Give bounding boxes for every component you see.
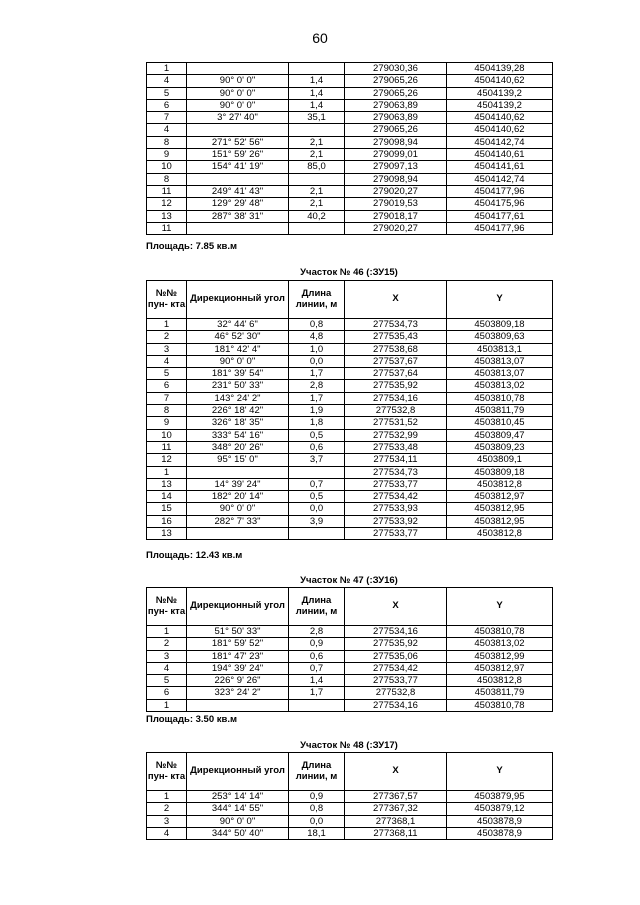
cell-direction-angle: 3° 27' 40" (187, 112, 289, 124)
cell-x: 277537,64 (345, 368, 447, 380)
cell-line-length: 0,9 (289, 638, 345, 650)
cell-direction-angle: 151° 59' 26" (187, 149, 289, 161)
cell-y: 4503879,12 (447, 803, 553, 815)
header-point-number: №№ пун- кта (147, 753, 187, 791)
table-row (147, 503, 553, 515)
table-row (147, 803, 553, 815)
cell-point-number: 1 (147, 319, 187, 331)
table-row (147, 75, 553, 87)
page-number: 60 (312, 30, 328, 46)
cell-line-length (289, 124, 345, 136)
table-row (147, 63, 553, 75)
cell-direction-angle: 95° 15' 0" (187, 454, 289, 466)
table-row (147, 380, 553, 392)
cell-point-number: 7 (147, 392, 187, 404)
cell-y: 4503812,95 (447, 503, 553, 515)
cell-x: 277367,32 (345, 803, 447, 815)
cell-y: 4504141,61 (447, 161, 553, 173)
cell-line-length: 18,1 (289, 827, 345, 839)
header-y: Y (447, 588, 553, 626)
cell-point-number: 8 (147, 136, 187, 148)
cell-x: 277534,11 (345, 454, 447, 466)
table-row (147, 331, 553, 343)
cell-point-number: 4 (147, 827, 187, 839)
table-row (147, 650, 553, 662)
cell-x: 277368,11 (345, 827, 447, 839)
cell-point-number: 2 (147, 331, 187, 343)
cell-x: 279020,27 (345, 185, 447, 197)
cell-direction-angle (187, 124, 289, 136)
cell-direction-angle: 344° 50' 40" (187, 827, 289, 839)
table-row (147, 675, 553, 687)
cell-point-number: 5 (147, 87, 187, 99)
table-row (147, 87, 553, 99)
cell-y: 4504177,96 (447, 185, 553, 197)
cell-point-number: 13 (147, 210, 187, 222)
cell-direction-angle: 90° 0' 0" (187, 355, 289, 367)
cell-point-number: 11 (147, 185, 187, 197)
cell-y: 4503879,95 (447, 791, 553, 803)
table-row (147, 699, 553, 711)
cell-line-length: 2,1 (289, 198, 345, 210)
cell-direction-angle (187, 63, 289, 75)
table-row (147, 161, 553, 173)
cell-line-length (289, 222, 345, 234)
cell-x: 279019,53 (345, 198, 447, 210)
header-x: X (345, 281, 447, 319)
cell-direction-angle: 181° 39' 54" (187, 368, 289, 380)
cell-line-length: 2,1 (289, 185, 345, 197)
cell-x: 277535,43 (345, 331, 447, 343)
cell-y: 4503813,02 (447, 380, 553, 392)
cell-direction-angle (187, 173, 289, 185)
cell-line-length: 0,9 (289, 791, 345, 803)
cell-x: 277534,16 (345, 392, 447, 404)
cell-point-number: 1 (147, 63, 187, 75)
cell-direction-angle: 143° 24' 2" (187, 392, 289, 404)
cell-line-length: 1,4 (289, 675, 345, 687)
cell-point-number: 6 (147, 99, 187, 111)
cell-direction-angle: 32° 44' 6" (187, 319, 289, 331)
table-row (147, 528, 553, 540)
cell-direction-angle (187, 222, 289, 234)
cell-y: 4503809,18 (447, 319, 553, 331)
cell-point-number: 4 (147, 124, 187, 136)
cell-point-number: 15 (147, 503, 187, 515)
cell-point-number: 9 (147, 417, 187, 429)
cell-y: 4504177,61 (447, 210, 553, 222)
cell-line-length: 1,0 (289, 343, 345, 355)
header-line-length: Длина линии, м (289, 281, 345, 319)
cell-point-number: 6 (147, 687, 187, 699)
table-row (147, 355, 553, 367)
cell-line-length: 1,8 (289, 417, 345, 429)
cell-direction-angle: 282° 7' 33" (187, 515, 289, 527)
cell-direction-angle: 344° 14' 55" (187, 803, 289, 815)
cell-y: 4503810,78 (447, 699, 553, 711)
cell-line-length: 1,7 (289, 687, 345, 699)
cell-y: 4503809,1 (447, 454, 553, 466)
cell-x: 277533,48 (345, 441, 447, 453)
cell-line-length (289, 173, 345, 185)
cell-y: 4503810,45 (447, 417, 553, 429)
cell-y: 4503878,9 (447, 827, 553, 839)
table-row (147, 368, 553, 380)
cell-direction-angle: 129° 29' 48" (187, 198, 289, 210)
cell-line-length: 0,5 (289, 491, 345, 503)
cell-y: 4503809,47 (447, 429, 553, 441)
cell-x: 277537,67 (345, 355, 447, 367)
cell-line-length: 0,8 (289, 803, 345, 815)
table-row (147, 662, 553, 674)
cell-direction-angle: 333° 54' 16" (187, 429, 289, 441)
cell-point-number: 5 (147, 368, 187, 380)
cell-x: 277534,73 (345, 466, 447, 478)
cell-line-length: 1,7 (289, 392, 345, 404)
cell-x: 277533,93 (345, 503, 447, 515)
cell-direction-angle (187, 699, 289, 711)
cell-direction-angle (187, 528, 289, 540)
coordinates-table-1 (146, 62, 553, 235)
cell-x: 277532,8 (345, 405, 447, 417)
cell-direction-angle: 182° 20' 14" (187, 491, 289, 503)
cell-line-length: 0,6 (289, 650, 345, 662)
cell-line-length: 0,0 (289, 355, 345, 367)
table-row (147, 417, 553, 429)
cell-point-number: 16 (147, 515, 187, 527)
cell-point-number: 9 (147, 149, 187, 161)
coordinates-table-48 (146, 752, 553, 840)
table-row (147, 441, 553, 453)
cell-x: 279020,27 (345, 222, 447, 234)
cell-point-number: 4 (147, 75, 187, 87)
cell-y: 4503813,02 (447, 638, 553, 650)
table-row (147, 149, 553, 161)
cell-x: 277531,52 (345, 417, 447, 429)
cell-line-length: 0,7 (289, 662, 345, 674)
table-row (147, 392, 553, 404)
cell-line-length (289, 466, 345, 478)
cell-direction-angle: 90° 0' 0" (187, 503, 289, 515)
table-row (147, 136, 553, 148)
cell-x: 277534,16 (345, 699, 447, 711)
cell-x: 277368,1 (345, 815, 447, 827)
cell-direction-angle: 90° 0' 0" (187, 815, 289, 827)
cell-y: 4503812,8 (447, 478, 553, 490)
header-direction-angle: Дирекционный угол (187, 281, 289, 319)
cell-direction-angle: 194° 39' 24" (187, 662, 289, 674)
table-row (147, 687, 553, 699)
cell-y: 4503813,07 (447, 355, 553, 367)
table-row (147, 626, 553, 638)
cell-line-length: 3,9 (289, 515, 345, 527)
cell-line-length: 85,0 (289, 161, 345, 173)
cell-line-length: 1,9 (289, 405, 345, 417)
cell-line-length: 35,1 (289, 112, 345, 124)
cell-line-length: 1,4 (289, 87, 345, 99)
area-label-47: Площадь: 3.50 кв.м (146, 714, 238, 725)
cell-direction-angle: 46° 52' 30" (187, 331, 289, 343)
cell-x: 277534,42 (345, 662, 447, 674)
cell-point-number: 8 (147, 173, 187, 185)
cell-x: 279065,26 (345, 75, 447, 87)
cell-y: 4503810,78 (447, 392, 553, 404)
cell-line-length: 1,4 (289, 99, 345, 111)
cell-y: 4504139,2 (447, 99, 553, 111)
cell-y: 4503809,23 (447, 441, 553, 453)
header-x: X (345, 753, 447, 791)
table-row (147, 638, 553, 650)
cell-line-length: 0,0 (289, 815, 345, 827)
area-label-46: Площадь: 12.43 кв.м (146, 550, 243, 561)
cell-point-number: 12 (147, 454, 187, 466)
cell-point-number: 11 (147, 441, 187, 453)
coordinates-table-47 (146, 587, 553, 712)
cell-direction-angle: 90° 0' 0" (187, 99, 289, 111)
coordinates-table-46 (146, 280, 553, 540)
cell-x: 277534,42 (345, 491, 447, 503)
cell-point-number: 10 (147, 161, 187, 173)
cell-line-length: 0,6 (289, 441, 345, 453)
cell-line-length (289, 699, 345, 711)
cell-line-length: 0,0 (289, 503, 345, 515)
cell-direction-angle: 231° 50' 33" (187, 380, 289, 392)
cell-direction-angle: 181° 59' 52" (187, 638, 289, 650)
table-row (147, 429, 553, 441)
table-row (147, 112, 553, 124)
cell-x: 279030,36 (345, 63, 447, 75)
plot-title-48: Участок № 48 (:ЗУ17) (300, 740, 398, 751)
cell-x: 277534,16 (345, 626, 447, 638)
header-y: Y (447, 281, 553, 319)
table-row (147, 405, 553, 417)
table-row (147, 222, 553, 234)
area-label-1: Площадь: 7.85 кв.м (146, 241, 238, 252)
cell-direction-angle: 90° 0' 0" (187, 75, 289, 87)
table-row (147, 124, 553, 136)
cell-direction-angle: 226° 9' 26" (187, 675, 289, 687)
cell-x: 277532,8 (345, 687, 447, 699)
cell-line-length: 2,1 (289, 136, 345, 148)
cell-x: 277535,06 (345, 650, 447, 662)
cell-point-number: 1 (147, 699, 187, 711)
header-point-number: №№ пун- кта (147, 281, 187, 319)
cell-y: 4503812,8 (447, 528, 553, 540)
cell-y: 4503812,97 (447, 491, 553, 503)
table-row (147, 198, 553, 210)
cell-x: 277533,77 (345, 675, 447, 687)
header-y: Y (447, 753, 553, 791)
table-row (147, 99, 553, 111)
cell-y: 4504140,62 (447, 124, 553, 136)
cell-direction-angle: 326° 18' 35" (187, 417, 289, 429)
cell-direction-angle: 51° 50' 33" (187, 626, 289, 638)
header-direction-angle: Дирекционный угол (187, 588, 289, 626)
header-direction-angle: Дирекционный угол (187, 753, 289, 791)
cell-y: 4503811,79 (447, 687, 553, 699)
header-x: X (345, 588, 447, 626)
cell-line-length: 2,1 (289, 149, 345, 161)
cell-point-number: 8 (147, 405, 187, 417)
plot-title-47: Участок № 47 (:ЗУ16) (300, 575, 398, 586)
plot-title-46: Участок № 46 (:ЗУ15) (300, 267, 398, 278)
cell-x: 277534,73 (345, 319, 447, 331)
cell-y: 4503809,63 (447, 331, 553, 343)
cell-y: 4504177,96 (447, 222, 553, 234)
cell-direction-angle: 249° 41' 43" (187, 185, 289, 197)
table-row (147, 515, 553, 527)
cell-y: 4504142,74 (447, 173, 553, 185)
cell-line-length: 0,8 (289, 319, 345, 331)
table-row (147, 185, 553, 197)
cell-direction-angle: 181° 47' 23" (187, 650, 289, 662)
cell-y: 4503812,99 (447, 650, 553, 662)
cell-y: 4504139,2 (447, 87, 553, 99)
cell-x: 279065,26 (345, 124, 447, 136)
cell-point-number: 13 (147, 528, 187, 540)
table-row (147, 173, 553, 185)
cell-y: 4503809,18 (447, 466, 553, 478)
cell-direction-angle: 14° 39' 24" (187, 478, 289, 490)
cell-y: 4504140,62 (447, 75, 553, 87)
header-point-number: №№ пун- кта (147, 588, 187, 626)
cell-y: 4503812,97 (447, 662, 553, 674)
cell-x: 277533,77 (345, 528, 447, 540)
cell-point-number: 14 (147, 491, 187, 503)
cell-point-number: 1 (147, 791, 187, 803)
cell-direction-angle: 323° 24' 2" (187, 687, 289, 699)
cell-direction-angle: 348° 20' 26" (187, 441, 289, 453)
cell-line-length: 2,8 (289, 626, 345, 638)
cell-point-number: 3 (147, 343, 187, 355)
cell-y: 4503812,95 (447, 515, 553, 527)
cell-point-number: 2 (147, 638, 187, 650)
cell-y: 4503811,79 (447, 405, 553, 417)
cell-line-length (289, 63, 345, 75)
cell-y: 4504140,61 (447, 149, 553, 161)
table-row (147, 827, 553, 839)
cell-line-length: 1,4 (289, 75, 345, 87)
cell-point-number: 13 (147, 478, 187, 490)
cell-direction-angle: 226° 18' 42" (187, 405, 289, 417)
cell-y: 4503813,07 (447, 368, 553, 380)
cell-point-number: 5 (147, 675, 187, 687)
cell-direction-angle: 154° 41' 19" (187, 161, 289, 173)
cell-direction-angle: 253° 14' 14" (187, 791, 289, 803)
cell-point-number: 7 (147, 112, 187, 124)
header-line-length: Длина линии, м (289, 753, 345, 791)
cell-y: 4504142,74 (447, 136, 553, 148)
cell-x: 277367,57 (345, 791, 447, 803)
cell-y: 4504139,28 (447, 63, 553, 75)
cell-point-number: 2 (147, 803, 187, 815)
cell-point-number: 3 (147, 650, 187, 662)
table-row (147, 319, 553, 331)
cell-line-length: 3,7 (289, 454, 345, 466)
table-row (147, 478, 553, 490)
table-row (147, 466, 553, 478)
cell-x: 277533,92 (345, 515, 447, 527)
cell-direction-angle: 90° 0' 0" (187, 87, 289, 99)
table-row (147, 491, 553, 503)
cell-line-length: 4,8 (289, 331, 345, 343)
cell-point-number: 6 (147, 380, 187, 392)
cell-point-number: 3 (147, 815, 187, 827)
cell-x: 279098,94 (345, 173, 447, 185)
cell-point-number: 4 (147, 662, 187, 674)
cell-x: 277532,99 (345, 429, 447, 441)
header-line-length: Длина линии, м (289, 588, 345, 626)
cell-x: 279097,13 (345, 161, 447, 173)
cell-line-length: 0,7 (289, 478, 345, 490)
table-row (147, 791, 553, 803)
cell-y: 4503813,1 (447, 343, 553, 355)
cell-point-number: 1 (147, 466, 187, 478)
table-row (147, 815, 553, 827)
cell-y: 4503812,8 (447, 675, 553, 687)
cell-line-length: 1,7 (289, 368, 345, 380)
cell-point-number: 4 (147, 355, 187, 367)
cell-direction-angle (187, 466, 289, 478)
cell-x: 279063,89 (345, 99, 447, 111)
cell-y: 4504140,62 (447, 112, 553, 124)
cell-point-number: 12 (147, 198, 187, 210)
cell-line-length: 0,5 (289, 429, 345, 441)
cell-direction-angle: 181° 42' 4" (187, 343, 289, 355)
cell-x: 279099,01 (345, 149, 447, 161)
cell-line-length (289, 528, 345, 540)
cell-x: 277535,92 (345, 380, 447, 392)
cell-y: 4503810,78 (447, 626, 553, 638)
cell-x: 277533,77 (345, 478, 447, 490)
cell-x: 279098,94 (345, 136, 447, 148)
cell-direction-angle: 287° 38' 31" (187, 210, 289, 222)
cell-x: 277535,92 (345, 638, 447, 650)
table-row (147, 210, 553, 222)
cell-line-length: 40,2 (289, 210, 345, 222)
cell-y: 4504175,96 (447, 198, 553, 210)
cell-point-number: 1 (147, 626, 187, 638)
cell-line-length: 2,8 (289, 380, 345, 392)
cell-point-number: 10 (147, 429, 187, 441)
cell-x: 279065,26 (345, 87, 447, 99)
cell-x: 279018,17 (345, 210, 447, 222)
cell-direction-angle: 271° 52' 56" (187, 136, 289, 148)
cell-y: 4503878,9 (447, 815, 553, 827)
cell-x: 277538,68 (345, 343, 447, 355)
table-row (147, 454, 553, 466)
table-row (147, 343, 553, 355)
cell-point-number: 11 (147, 222, 187, 234)
cell-x: 279063,89 (345, 112, 447, 124)
